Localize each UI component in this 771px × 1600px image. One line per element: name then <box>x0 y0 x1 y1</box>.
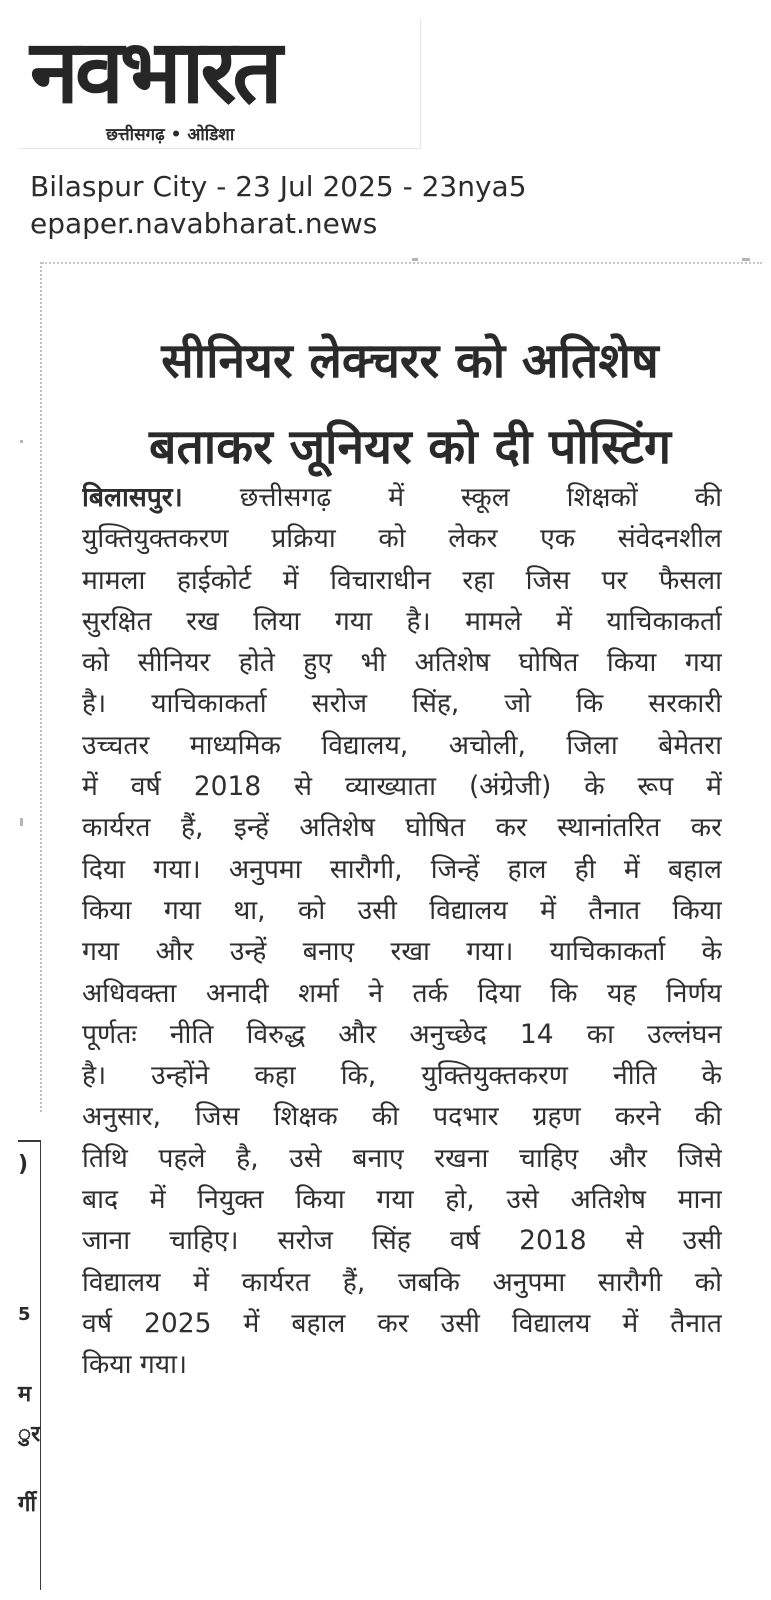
clip-top-border <box>42 262 762 265</box>
body-line: मामला हाईकोर्ट में विचाराधीन रहा जिस पर फैसला <box>82 564 722 596</box>
epaper-url: epaper.navabharat.news <box>30 207 378 240</box>
body-line: युक्तियुक्तकरण प्रक्रिया को लेकर एक संवेदनशील <box>82 523 722 555</box>
margin-mark <box>412 258 418 261</box>
headline-line-1: सीनियर लेक्चरर को अतिशेष <box>161 333 659 389</box>
body-line: तिथि पहले है, उसे बनाए रखना चाहिए और जिसे <box>82 1142 722 1174</box>
adjacent-column-top-rule <box>18 1140 40 1142</box>
body-line: जाना चाहिए। सरोज सिंह वर्ष 2018 से उसी <box>82 1225 722 1257</box>
body-line: किया गया था, को उसी विद्यालय में तैनात किया <box>82 894 722 926</box>
article-dateline: बिलासपुर। <box>82 482 183 513</box>
article-headline <box>60 318 760 490</box>
adjacent-column-rule <box>40 1140 41 1590</box>
body-line: विद्यालय में कार्यरत हैं, जबकि अनुपमा सारौगी को <box>82 1266 722 1298</box>
body-line: उच्चतर माध्यमिक विद्यालय, अचोली, जिला बेमेतरा <box>82 729 722 761</box>
body-line: में वर्ष 2018 से व्याख्याता (अंग्रेजी) के रूप में <box>82 771 722 803</box>
article-body <box>82 477 722 1386</box>
clip-left-border <box>40 262 43 1112</box>
margin-mark <box>20 440 23 443</box>
masthead <box>20 18 421 149</box>
edition-date-line: Bilaspur City - 23 Jul 2025 - 23nya5 <box>30 170 527 203</box>
body-line-text: छत्तीसगढ़ में स्कूल शिक्षकों की <box>182 482 722 513</box>
adjacent-column-fragment: ) <box>18 1152 29 1177</box>
body-line: पूर्णतः नीति विरुद्ध और अनुच्छेद 14 का उल्लंघन <box>82 1018 722 1050</box>
headline-line-2: बताकर जूनियर को दी पोस्टिंग <box>149 419 671 475</box>
body-line: को सीनियर होते हुए भी अतिशेष घोषित किया गया <box>82 647 722 679</box>
edition-label: छत्तीसगढ़ • ओडिशा <box>106 125 235 145</box>
adjacent-column-fragment: म <box>18 1382 32 1407</box>
margin-mark <box>742 258 750 261</box>
body-line <box>82 477 722 518</box>
body-line: अनुसार, जिस शिक्षक की पदभार ग्रहण करने की <box>82 1101 722 1133</box>
adjacent-column-fragment: र्गी <box>18 1492 37 1517</box>
margin-mark <box>20 818 23 826</box>
body-line: सुरक्षित रख लिया गया है। मामले में याचिकाकर्ता <box>82 605 722 637</box>
body-line: बाद में नियुक्त किया गया हो, उसे अतिशेष माना <box>82 1184 722 1216</box>
adjacent-column-fragment: 5 <box>18 1304 31 1325</box>
body-line: वर्ष 2025 में बहाल कर उसी विद्यालय में तैनात <box>82 1307 722 1339</box>
body-line: कार्यरत हैं, इन्हें अतिशेष घोषित कर स्थानांतरित कर <box>82 812 722 844</box>
body-line: है। उन्होंने कहा कि, युक्तियुक्तकरण नीति के <box>82 1060 722 1092</box>
body-line: है। याचिकाकर्ता सरोज सिंह, जो कि सरकारी <box>82 688 722 720</box>
body-line: किया गया। <box>82 1349 188 1381</box>
body-line: दिया गया। अनुपमा सारौगी, जिन्हें हाल ही में बहाल <box>82 853 722 885</box>
newspaper-logo: नवभारत <box>30 20 279 123</box>
adjacent-column-fragment: ुर <box>18 1422 41 1447</box>
body-line: अधिवक्ता अनादी शर्मा ने तर्क दिया कि यह निर्णय <box>82 977 722 1009</box>
body-line: गया और उन्हें बनाए रखा गया। याचिकाकर्ता के <box>82 936 722 968</box>
